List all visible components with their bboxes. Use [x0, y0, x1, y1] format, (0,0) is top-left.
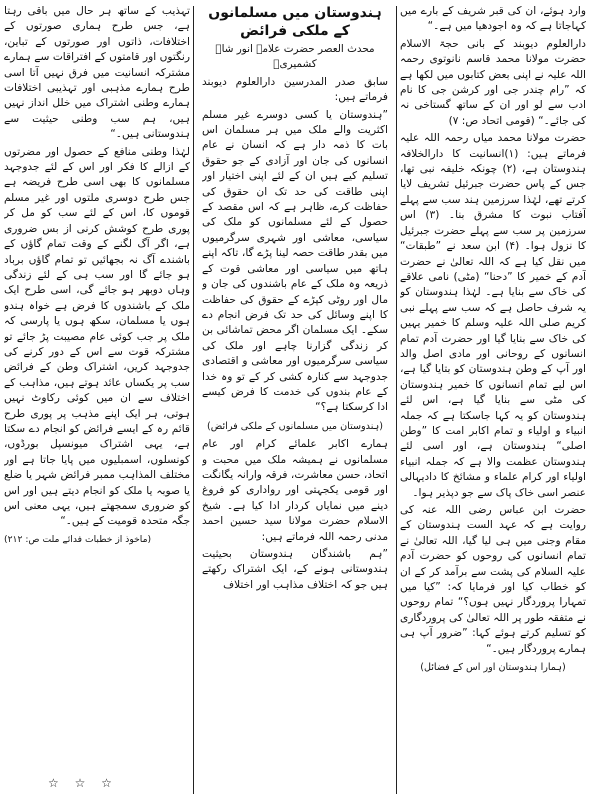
paragraph: دارالعلوم دیوبند کے بانی حجۃ الاسلام حضرت مولانا محمد قاسم نانوتوی رحمہ اللہ علیہ نے اپنی بعض کتابوں میں لکھا ہے کہ ”رام چندر جی اور کرشن جی کا نام ادب سے لو اور ان کے ساتھ گستاخی نہ کی جائے۔“ (قومی اتحاد ص: ۷) [400, 37, 586, 127]
reference-note: (ہمارا ہندوستان اور اس کے فضائل) [420, 662, 566, 674]
paragraph: حضرت ابن عباس رضی اللہ عنہ کی روایت ہے کہ عہد الست ہندوستان کے مقام وجنی میں ہی لیا گیا، اللہ تعالیٰ نے تمام انسانوں کی روحوں کو حضرت آدم علیہ السلام کی پشت سے برآمد کر کے ان کو خطاب کیا اور فرمایا کہ: ”کیا میں تمہارا پروردگار نہیں ہوں؟“ تمام روحوں نے متفقہ طور پر اللہ تعالیٰ کی پروردگاری کو تسلیم کرتے ہوئے کہا: ”ضرور آپ ہی ہمارے پروردگار ہیں۔“ [400, 504, 586, 655]
quote-caption: (ہندوستان میں مسلمانوں کے ملکی فرائض) [207, 420, 383, 432]
end-stars: ☆ ☆ ☆ [48, 776, 118, 790]
column-divider [193, 6, 194, 794]
column-middle [202, 4, 388, 796]
quote-block: ”ہم باشندگان ہندوستان بحیثیت ہندوستانی ہونے کے، ایک اشتراک رکھتے ہیں جو کہ اختلاف مذاہب اور اختلاف [202, 548, 388, 591]
paragraph: تہذیب کے ساتھ ہر حال میں باقی رہتا ہے، جس طرح ہماری صورتوں کے اختلافات، ذاتوں اور صورتوں کے تباین، رنگتوں اور قامتوں کے افتراقات سے ہمارے مشترکہ انسانیت میں فرق نہیں آتا اسی طرح ہمارے مذہبی اور تہذیبی اختلافات ہمارے وطنی اشتراک میں خلل انداز نہیں ہیں، ہم سب وطنی حیثیت سے ہندوستانی ہیں۔“ [4, 5, 190, 141]
paragraph: ہمارے اکابر علمائے کرام اور عام مسلمانوں نے ہمیشہ ملک میں محبت و اتحاد، حسن معاشرت، فرقہ وارانہ یگانگت اور قومی یکجہتی اور رواداری کو فروغ دینے میں نمایاں کردار ادا کیا ہے۔ شیخ الاسلام حضرت مولانا سید حسین احمد مدنی رحمہ اللہ فرماتے ہیں: [202, 438, 388, 543]
reference-note: (ماخوذ از خطبات فدائے ملت ص: ۲۱۲) [4, 533, 152, 545]
quote-block: ”ہندوستان یا کسی دوسرے غیر مسلم اکثریت والے ملک میں ہر مسلمان اس بات کا ذمہ دار ہے کہ انسان نے عام انسانوں کی جان اور آزادی کے جو حقوق تسلیم کیے ہیں ان کے لئے اپنی اختیار اور اپنی طاقت کی حد تک ان حقوق کی حفاظت کرے، ظاہر ہے کہ اس مقصد کے حصول کے لئے مسلمانوں کو ملک کی سیاسی، معاشی اور شہری سرگرمیوں میں بقدر طاقت حصہ لینا پڑے گا، تاکہ اپنے ہاتھ میں سیاسی اور معاشی قوت کے ذریعہ وہ ملک کے عام باشندوں کی جان و مال اور روٹی کپڑے کے حقوق کی حفاظت کا اپنے وسائل کی حد تک فرض انجام دے سکے۔ ایک مسلمان اگر محض تماشائی بن کر زندگی گزارنا چاہے اور ملک کی سیاسی سرگرمیوں اور معاشی و اقتصادی جدوجہد سے کنارہ کشی کر کے تو وہ خدا کے عام بندوں کی خدمت کا فرض کیسے ادا کرسکتا ہے؟“ [202, 108, 388, 414]
article-byline: محدث العصر حضرت علامہ انور شاہ کشمیریؒ [215, 43, 375, 71]
intro-text: سابق صدر المدرسین دارالعلوم دیوبند فرماتے ہیں: [202, 75, 388, 104]
column-left [4, 4, 190, 796]
paragraph: وارد ہوئے، ان کی قبر شریف کے بارے میں کہاجاتا ہے کہ وہ اجودھیا میں ہے۔“ [400, 5, 586, 33]
paragraph: حضرت مولانا محمد میاں رحمہ اللہ علیہ فرماتے ہیں: (۱)انسانیت کا دارالخلافہ ہندوستان ہے، (۲) چونکہ خلیفہ نبی تھا، جس کے پاس حضرت جبرئیل تشریف لایا کرتے تھے، لہٰذا سرزمین ہند سب سے پہلے آفتاب نبوت کا مشرق بنا۔ (۳) اس سرزمین پر سب سے پہلے حضرت جبرئیل کا نزول ہوا۔ (۴) ابن سعد نے ”طبقات“ میں نقل کیا ہے کہ اللہ تعالیٰ نے حضرت آدم کے خمیر کا ”دحنا“ (مٹی) نامی علاقے کی خاک سے بنایا ہے۔ لہٰذا ہندوستان کو یہ شرف حاصل ہے کہ سب سے پہلے نبی کریم صلی اللہ علیہ وسلم کا خمیر یہیں کی خاک سے بنایا گیا اور حضرت آدم تمام انسانوں کے روحانی اور مادی اصل والد اور آپ کے وطن ہندوستان کو بتایا گیا ہے، اس لیے تمام انسانوں کا خمیر ہندوستان کی مٹی سے بنایا گیا ہے، اس لئے ہندوستان کو یہ کہا جاسکتا ہے کہ جملہ انبیاء و اولیاء و تمام اکابر امت کا ”وطن اصلی“ ہندوستان ہے، اور اسی لئے ہندوستان عظمت والا ہے کہ جملہ انبیاء اولیاء اور کرام علماء و مشائخ کا دادیہالی عنصر اسی خاک پاک سے جو دپذیر ہوا۔ [400, 132, 586, 499]
article-title: ہندوستان میں مسلمانوں کے ملکی فرائض [208, 5, 382, 39]
column-right [400, 4, 586, 796]
column-divider [396, 6, 397, 794]
paragraph: لہٰذا وطنی منافع کے حصول اور مضرتوں کے ازالے کا فکر اور اس کے لئے جدوجہد مسلمانوں کا بھی اسی طرح فریضہ ہے جس طرح دوسری ملتوں اور غیر مسلم قوموں کا، اس کے لئے سب کو مل کر پوری طرح کوشش کرنی از بس ضروری ہے، اگر آگ لگنے کے وقت تمام گاؤں کے باشندے آگ نہ بجھائیں تو تمام گاؤں برباد ہو جائے گا اور سب ہی کے لئے زندگی وہاں دوبھر ہو جائے گی، اسی طرح ایک ملک کے باشندوں کا فرض ہے خواہ ہندو ہوں یا مسلمان، سکھ ہوں یا پارسی کہ ملک پر جب کوئی عام مصیبت پڑ جائے تو مشترکہ قوت سے اس کے دور کرنے کی جدوجہد کریں، اشتراک وطن کے فرائض سب پر یکساں عائد ہوتے ہیں، مذاہب کے اختلاف سے ان میں کوئی رکاوٹ نہیں ہوتی، ہر ایک اپنے مذہب پر پوری طرح قائم رہ کے ایسے فرائض کو انجام دے سکتا ہے، یہی اشتراک میونسپل بورڈوں، کونسلوں، اسمبلیوں میں پایا جاتا ہے اور مختلف المذاہب ممبر فرائض شہر یا ضلع یا صوبہ یا ملک کو انجام دیتے ہیں اور اس کو ضروری سمجھتے ہیں، یہی معنی اس جگہ متحدہ قومیت کے ہیں۔“ [4, 145, 190, 528]
